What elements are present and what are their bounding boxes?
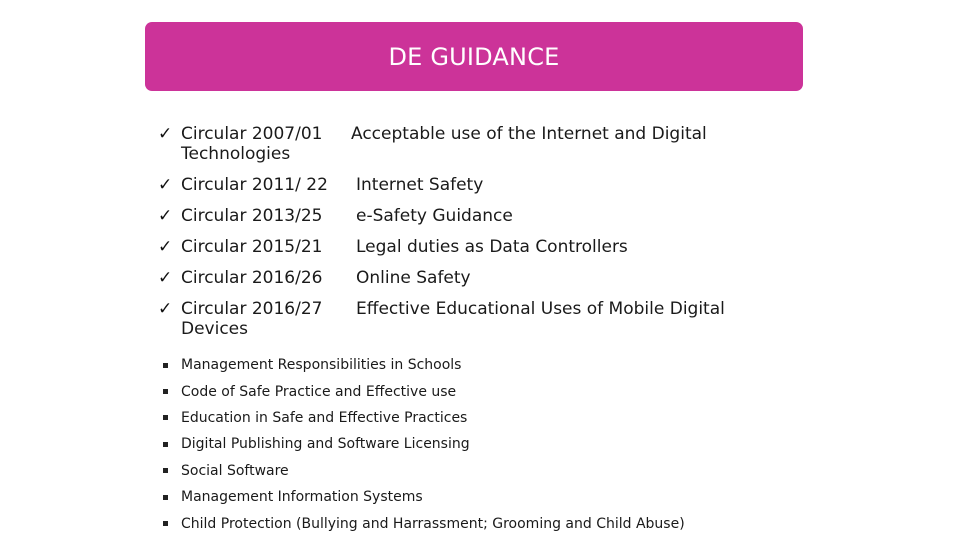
check-icon: ✓ — [158, 268, 173, 288]
square-bullet-icon — [163, 363, 168, 368]
circular-description: Effective Educational Uses of Mobile Digital — [356, 299, 725, 319]
list-item — [163, 378, 863, 404]
list-item — [163, 510, 863, 536]
circular-item — [158, 206, 778, 226]
list-item — [163, 431, 863, 457]
circular-code: Circular 2011/ 22 — [181, 175, 328, 195]
check-icon: ✓ — [158, 124, 173, 144]
topic-label: Code of Safe Practice and Effective use — [181, 383, 457, 400]
square-bullet-icon — [163, 442, 168, 447]
check-icon: ✓ — [158, 299, 173, 319]
circular-description: Legal duties as Data Controllers — [356, 237, 628, 257]
topic-label: Management Information Systems — [181, 489, 423, 506]
circular-item — [158, 268, 778, 288]
circular-code: Circular 2007/01 — [181, 124, 323, 144]
list-item — [163, 484, 863, 510]
circular-code: Circular 2013/25 — [181, 206, 323, 226]
circulars-list — [158, 124, 778, 339]
circular-continuation: Devices — [181, 319, 248, 339]
circular-code: Circular 2016/27 — [181, 299, 323, 319]
check-icon: ✓ — [158, 237, 173, 257]
topic-label: Management Responsibilities in Schools — [181, 357, 462, 374]
topic-label: Digital Publishing and Software Licensing — [181, 436, 470, 453]
square-bullet-icon — [163, 389, 168, 394]
square-bullet-icon — [163, 415, 168, 420]
circular-description: Acceptable use of the Internet and Digital — [351, 124, 707, 144]
square-bullet-icon — [163, 495, 168, 500]
circular-continuation: Technologies — [181, 144, 291, 164]
list-item — [163, 458, 863, 484]
topics-list — [163, 352, 863, 537]
circular-item — [158, 299, 778, 339]
title-banner — [145, 22, 803, 91]
topic-label: Social Software — [181, 462, 289, 479]
square-bullet-icon — [163, 521, 168, 526]
circular-item — [158, 237, 778, 257]
check-icon: ✓ — [158, 175, 173, 195]
circular-item — [158, 124, 778, 164]
circular-description: Internet Safety — [356, 175, 484, 195]
page-title: DE GUIDANCE — [388, 42, 560, 71]
list-item — [163, 405, 863, 431]
circular-item — [158, 175, 778, 195]
check-icon: ✓ — [158, 206, 173, 226]
topic-label: Child Protection (Bullying and Harrassment; Grooming and Child Abuse) — [181, 515, 685, 532]
circular-description: Online Safety — [356, 268, 471, 288]
circular-code: Circular 2015/21 — [181, 237, 323, 257]
list-item — [163, 352, 863, 378]
circular-code: Circular 2016/26 — [181, 268, 323, 288]
topic-label: Education in Safe and Effective Practices — [181, 409, 468, 426]
circular-description: e-Safety Guidance — [356, 206, 513, 226]
square-bullet-icon — [163, 468, 168, 473]
